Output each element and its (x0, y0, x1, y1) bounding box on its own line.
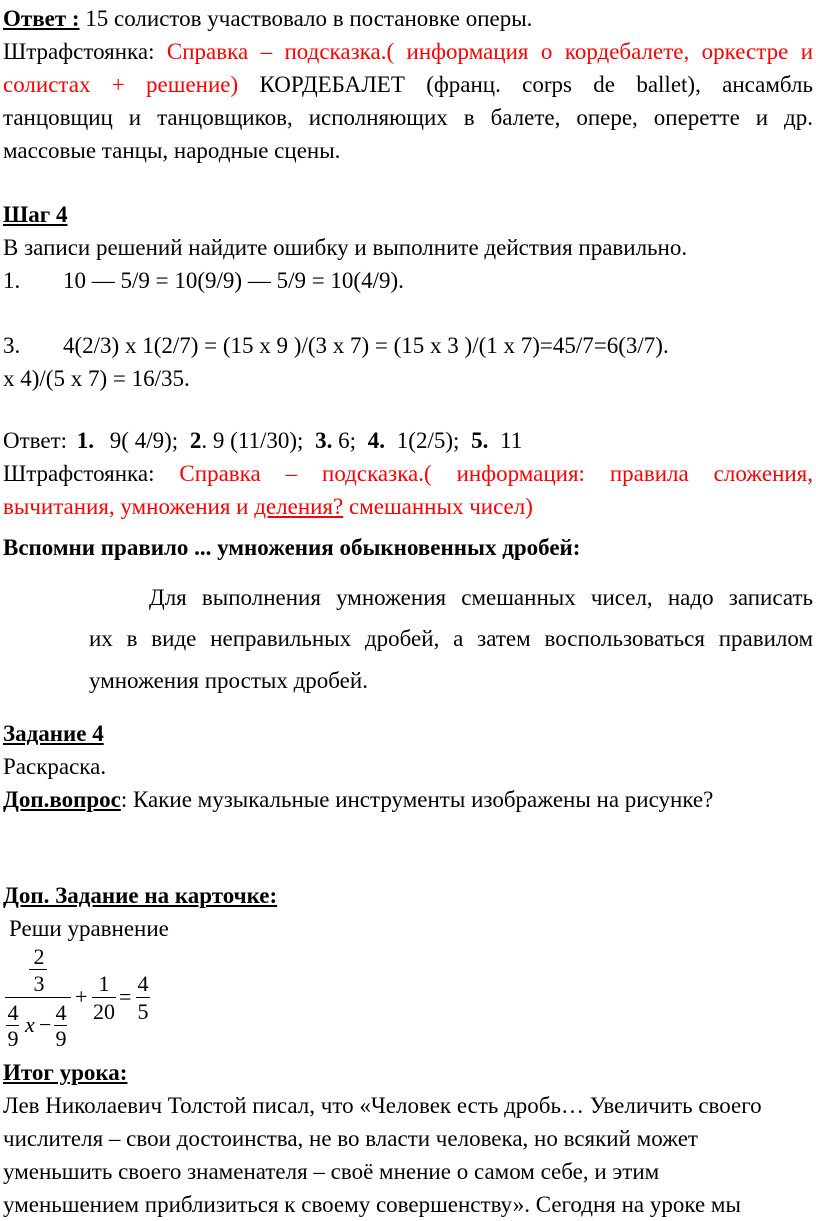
answer-text: 15 солистов участвовало в постановке оперы. (85, 6, 533, 31)
penalty2-line-1 (3, 457, 813, 490)
answer-line (3, 2, 532, 35)
card-instruction: Реши уравнение (9, 916, 169, 941)
penalty-line-4: массовые танцы, народные сцены. (3, 138, 341, 163)
answer2-num: 3. (315, 428, 333, 453)
division-link[interactable]: деления? (254, 494, 344, 519)
item-number: 1. (3, 268, 21, 293)
eq-den-den-9b: 9 (55, 1026, 67, 1051)
card-title: Доп. Задание на карточке: (3, 883, 278, 908)
eq-equals: = (119, 984, 132, 1009)
answer2-line (3, 424, 522, 457)
eq-bar (136, 997, 150, 998)
eq-den-3: 3 (33, 971, 45, 996)
penalty-line-2 (3, 68, 813, 101)
penalty-line-1 (3, 35, 813, 68)
item-expression: 10 — 5/9 = 10(9/9) — 5/9 = 10(4/9). (63, 268, 404, 293)
eq-den-num-4: 4 (7, 1000, 19, 1025)
equation (3, 944, 203, 1051)
rule-line-1: Для выполнения умножения смешанных чисел, надо записать (149, 585, 813, 610)
eq-den-20: 20 (93, 999, 115, 1024)
step4-title: Шаг 4 (3, 202, 68, 227)
penalty2-label: Штрафстоянка: (3, 461, 155, 486)
eq-x: x (25, 1012, 35, 1037)
answer2-value: 1(2/5); (396, 428, 460, 453)
task4-title: Задание 4 (3, 721, 104, 746)
eq-plus: + (75, 984, 88, 1009)
eq-den-5: 5 (137, 999, 149, 1024)
rule-line-2: их в виде неправильных дробей, а затем воспользоваться правилом (89, 626, 813, 651)
penalty-hint-cont[interactable]: солистах + решение) (3, 72, 239, 97)
item-number: 3. (3, 333, 21, 358)
penalty2-hint-end[interactable]: смешанных чисел) (348, 494, 533, 519)
rule-title: Вспомни правило ... умножения обыкновенных дробей: (3, 535, 581, 560)
answer2-value: 6; (338, 428, 357, 453)
penalty2-hint[interactable]: Справка – подсказка.( информация: правила сложения, (179, 461, 814, 486)
eq-num-1: 1 (98, 971, 110, 996)
summary-line-2: числителя – свои достоинства, не во власти человека, но всякий может (3, 1126, 698, 1151)
eq-bar (92, 997, 116, 998)
step4-item-3 (3, 329, 669, 362)
step4-instruction: В записи решений найдите ошибку и выполните действия правильно. (3, 235, 688, 260)
eq-main-bar (5, 997, 71, 998)
eq-bar-small (29, 969, 47, 970)
summary-line-1: Лев Николаевич Толстой писал, что «Человек есть дробь… Увеличить своего (3, 1093, 762, 1118)
answer2-num: 2 (189, 428, 202, 453)
step4-fragment: x 4)/(5 x 7) = 16/35. (3, 366, 190, 391)
penalty2-hint-cont[interactable]: вычитания, умножения и (3, 494, 249, 519)
task4-extra (3, 783, 713, 816)
penalty-line-3: танцовщиц и танцовщиков, исполняющих в балете, опере, оперетте и др. (3, 105, 813, 130)
step4-item-1 (3, 264, 404, 297)
answer2-value: 11 (500, 428, 523, 453)
summary-line-3: уменьшить своего знаменателя – своё мнение о самом себе, и этим (3, 1159, 660, 1184)
answer-label: Ответ : (3, 6, 80, 31)
extra-question-label: Доп.вопрос (3, 787, 121, 812)
extra-question-text: : Какие музыкальные инструменты изображены на рисунке? (120, 787, 714, 812)
answer2-num: 4. (367, 428, 386, 453)
penalty-label: Штрафстоянка: (3, 39, 155, 64)
penalty-hint[interactable]: Справка – подсказка.( информация о кордебалете, оркестре и (166, 39, 814, 64)
ballet-definition: КОРДЕБАЛЕТ (франц. corps de ballet), ансамбль (259, 72, 814, 97)
answer2-num: 5. (471, 428, 489, 453)
eq-num-2: 2 (33, 944, 45, 969)
task4-text: Раскраска. (3, 754, 107, 779)
eq-minus: − (39, 1012, 52, 1037)
answer2-value: . 9 (11/30); (201, 428, 304, 453)
answer2-num: 1. (76, 428, 95, 453)
rule-line-3: умножения простых дробей. (89, 668, 368, 693)
penalty2-line-2 (3, 490, 533, 523)
item-expression: 4(2/3) x 1(2/7) = (15 x 9 )/(3 x 7) = (15 x 3 )/(1 x 7)=45/7=6(3/7). (63, 333, 669, 358)
eq-den-den-9: 9 (7, 1026, 19, 1051)
eq-num-4c: 4 (137, 971, 149, 996)
answer2-label: Ответ: (3, 428, 68, 453)
summary-title: Итог урока: (3, 1060, 128, 1085)
answer2-value: 9( 4/9); (109, 428, 179, 453)
summary-line-4: уменьшением приблизиться к своему совершенству». Сегодня на уроке мы (3, 1192, 741, 1217)
eq-den-num-4b: 4 (55, 1000, 67, 1025)
